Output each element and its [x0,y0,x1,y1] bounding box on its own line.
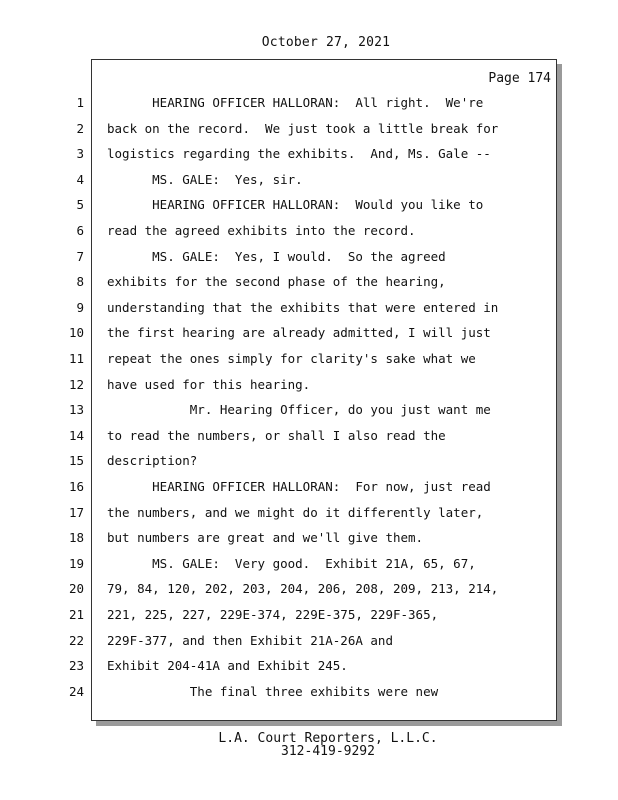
line-text: logistics regarding the exhibits. And, Ms. Gale -- [107,146,491,161]
line-text: have used for this hearing. [107,377,311,392]
page-number: Page 174 [488,71,551,86]
footer-company: L.A. Court Reporters, L.L.C. [218,731,438,746]
footer-phone: 312-419-9292 [281,744,375,759]
line-text: HEARING OFFICER HALLORAN: For now, just read [107,479,491,494]
line-text: 79, 84, 120, 202, 203, 204, 206, 208, 209, 213, 214, [107,581,499,596]
line-number: 16 [68,479,84,494]
line-text: back on the record. We just took a little break for [107,121,499,136]
line-number: 10 [68,325,84,340]
line-text: HEARING OFFICER HALLORAN: All right. We're [107,95,484,110]
line-text: understanding that the exhibits that were entered in [107,300,499,315]
line-number: 4 [76,172,84,187]
line-text: The final three exhibits were new [107,684,439,699]
line-number: 22 [68,633,84,648]
line-text: to read the numbers, or shall I also read the [107,428,446,443]
line-number: 12 [68,377,84,392]
line-number: 9 [76,300,84,315]
line-number: 14 [68,428,84,443]
line-number: 19 [68,556,84,571]
line-text: the numbers, and we might do it differently later, [107,505,484,520]
line-number: 15 [68,453,84,468]
line-number: 1 [76,95,84,110]
line-number: 21 [68,607,84,622]
line-text: exhibits for the second phase of the hearing, [107,274,446,289]
line-number: 17 [68,505,84,520]
line-text: but numbers are great and we'll give them. [107,530,424,545]
line-number: 24 [68,684,84,699]
transcript-date: October 27, 2021 [261,35,391,50]
line-text: 229F-377, and then Exhibit 21A-26A and [107,633,393,648]
line-text: Mr. Hearing Officer, do you just want me [107,402,491,417]
line-number: 8 [76,274,84,289]
line-number: 20 [68,581,84,596]
line-number: 3 [76,146,84,161]
line-number: 6 [76,223,84,238]
line-number: 13 [68,402,84,417]
line-number: 5 [76,197,84,212]
line-text: description? [107,453,198,468]
line-text: HEARING OFFICER HALLORAN: Would you like to [107,197,484,212]
line-number: 2 [76,121,84,136]
line-text: repeat the ones simply for clarity's sake what we [107,351,476,366]
line-number: 11 [68,351,84,366]
line-text: read the agreed exhibits into the record. [107,223,416,238]
line-text: 221, 225, 227, 229E-374, 229E-375, 229F-365, [107,607,439,622]
line-text: MS. GALE: Very good. Exhibit 21A, 65, 67, [107,556,476,571]
line-number: 18 [68,530,84,545]
line-text: MS. GALE: Yes, sir. [107,172,303,187]
line-text: MS. GALE: Yes, I would. So the agreed [107,249,446,264]
line-number: 23 [68,658,84,673]
line-text: Exhibit 204-41A and Exhibit 245. [107,658,348,673]
line-text: the first hearing are already admitted, I will just [107,325,491,340]
line-number: 7 [76,249,84,264]
footer [0,732,618,758]
